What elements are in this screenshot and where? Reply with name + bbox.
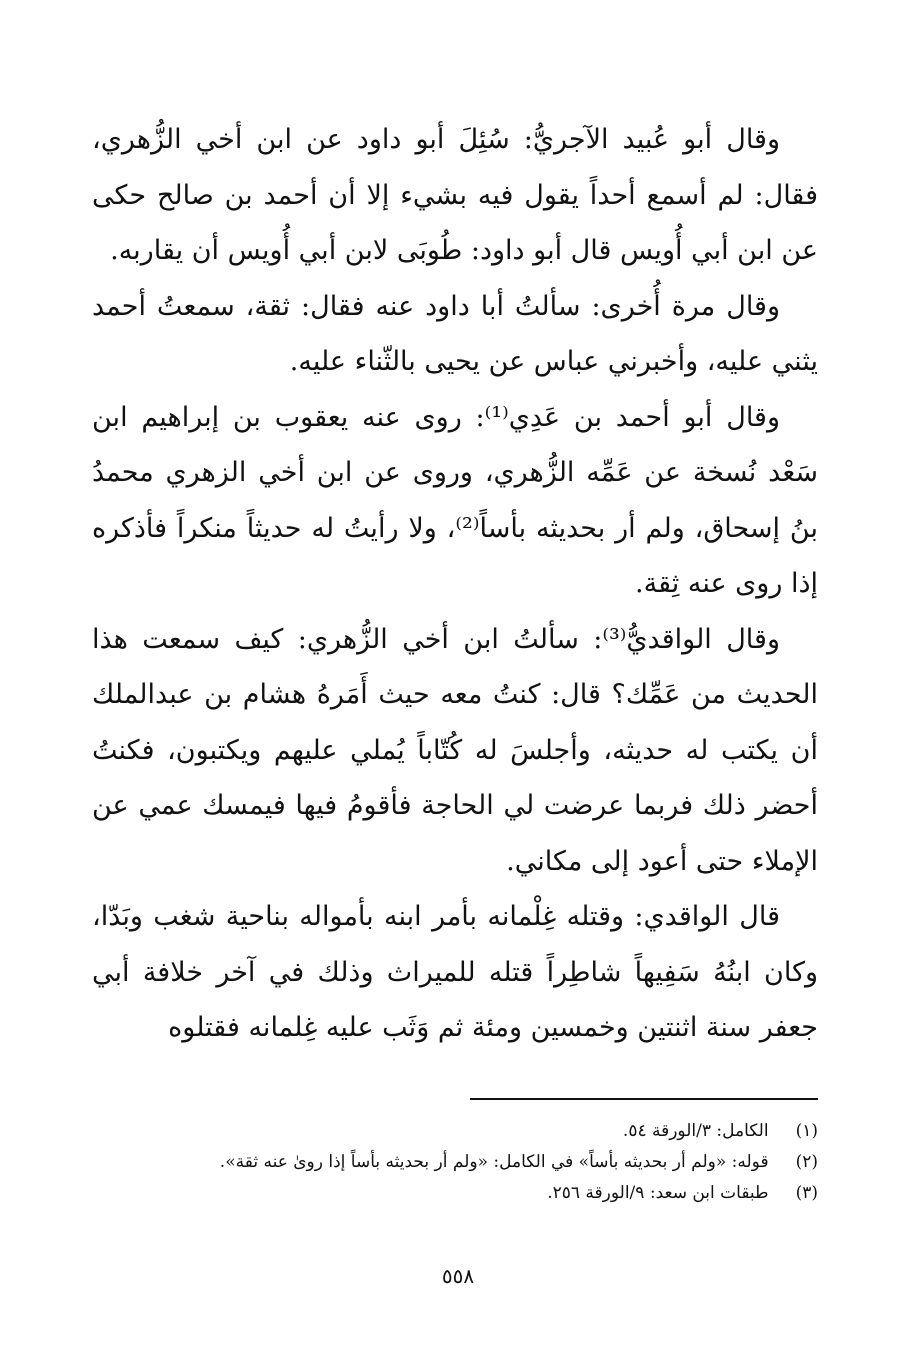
footnote-text: قوله: «ولم أر بحديثه بأساً» في الكامل: «ولم أر بحديثه بأساً إذا روىٰ عنه ثقة». xyxy=(219,1152,769,1172)
paragraph: وقال مرة أُخرى: سألتُ أبا داود عنه فقال: ثقة، سمعتُ أحمد يثني عليه، وأخبرني عباس عن يحيى بالثّناء عليه. xyxy=(92,290,818,377)
footnote-number: (٣) xyxy=(795,1183,818,1203)
paragraph: وقال أبو عُبيد الآجريُّ: سُئِلَ أبو داود عن ابن أخي الزُّهري، فقال: لم أسمع أحداً يقول فيه بشيء إلا أن أحمد بن صالح حكى عن ابن أبي أُويس قال أبو داود: طُوبَى لابن أبي أُويس أن يقاربه. xyxy=(92,124,818,266)
main-text xyxy=(92,112,818,1056)
paragraph: وقال الواقديُّ⁽³⁾: سألتُ ابن أخي الزُّهري: كيف سمعت هذا الحديث من عَمِّك؟ قال: كنتُ معه حيث أَمَرهُ هشام بن عبدالملك أن يكتب له حديثه، وأجلسَ له كُتّاباً يُملي عليهم ويكتبون، فكنتُ أحضر ذلك فربما عرضت لي الحاجة فأقومُ فيها فيمسك عمي عن الإملاء حتى أعود إلى مكاني. xyxy=(92,623,818,877)
footnote xyxy=(92,1147,818,1178)
footnote-text: طبقات ابن سعد: ٩/الورقة ٢٥٦. xyxy=(547,1183,769,1203)
footnote-separator xyxy=(470,1098,818,1100)
footnote xyxy=(92,1116,818,1147)
paragraph: قال الواقدي: وقتله غِلْمانه بأمر ابنه بأمواله بناحية شغب وبَدّا، وكان ابنُهُ سَفِيهاً شاطِراً قتله للميراث وذلك في آخر خلافة أبي جعفر سنة اثنتين وخمسين ومئة ثم وَثَب عليه غِلمانه فقتلوه xyxy=(92,901,818,1043)
footnotes xyxy=(92,1116,818,1209)
footnote-number: (٢) xyxy=(795,1152,818,1172)
footnote-number: (١) xyxy=(795,1121,818,1141)
page-number: ٥٥٨ xyxy=(441,1264,475,1288)
footnote xyxy=(92,1178,818,1209)
paragraph: وقال أبو أحمد بن عَدِي⁽¹⁾: روى عنه يعقوب بن إبراهيم ابن سَعْد نُسخة عن عَمِّه الزُّهري، وروى عن ابن أخي الزهري محمدُ بنُ إسحاق، ولم أر بحديثه بأساً⁽²⁾، ولا رأيتُ له حديثاً منكراً فأذكره إذا روى عنه ثِقة. xyxy=(92,401,818,599)
footnote-text: الكامل: ٣/الورقة ٥٤. xyxy=(622,1121,769,1141)
